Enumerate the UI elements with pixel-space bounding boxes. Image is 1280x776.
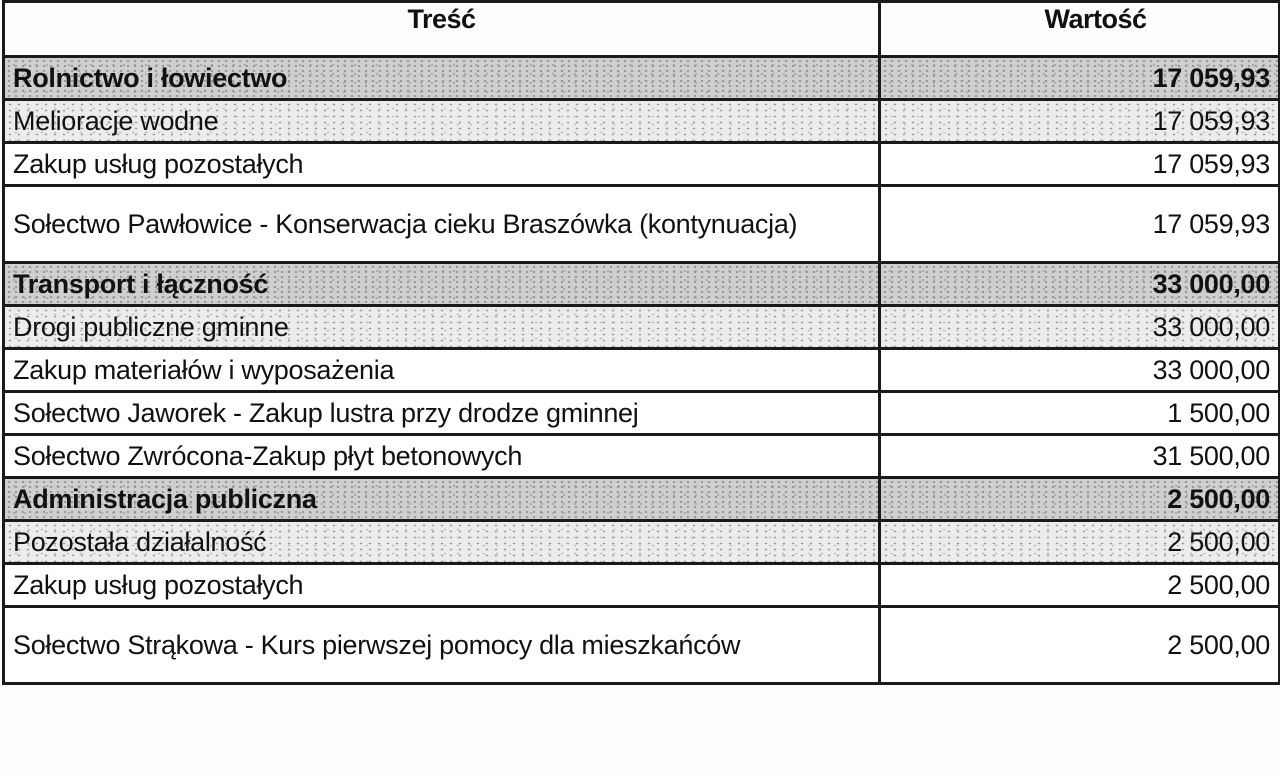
table-row-section xyxy=(4,57,1280,100)
table-row-subsection xyxy=(4,521,1280,564)
row-value: 31 500,00 xyxy=(880,435,1280,478)
table-row-category xyxy=(4,349,1280,392)
row-description: Zakup materiałów i wyposażenia xyxy=(4,349,880,392)
row-value: 33 000,00 xyxy=(880,349,1280,392)
header-row xyxy=(4,2,1280,57)
budget-table-body xyxy=(4,57,1280,684)
row-description: Pozostała działalność xyxy=(4,521,880,564)
row-value: 2 500,00 xyxy=(880,478,1280,521)
table-row-subsection xyxy=(4,306,1280,349)
row-description: Drogi publiczne gminne xyxy=(4,306,880,349)
row-description: Rolnictwo i łowiectwo xyxy=(4,57,880,100)
table-row-item xyxy=(4,186,1280,263)
row-value: 33 000,00 xyxy=(880,306,1280,349)
row-description: Zakup usług pozostałych xyxy=(4,564,880,607)
row-description: Sołectwo Strąkowa - Kurs pierwszej pomocy dla mieszkańców xyxy=(4,607,880,684)
column-header-description: Treść xyxy=(4,2,880,57)
row-value: 17 059,93 xyxy=(880,100,1280,143)
table-row-section xyxy=(4,478,1280,521)
row-value: 17 059,93 xyxy=(880,186,1280,263)
row-description: Zakup usług pozostałych xyxy=(4,143,880,186)
row-value: 33 000,00 xyxy=(880,263,1280,306)
row-description: Sołectwo Zwrócona-Zakup płyt betonowych xyxy=(4,435,880,478)
table-row-item xyxy=(4,435,1280,478)
row-description: Melioracje wodne xyxy=(4,100,880,143)
table-row-item xyxy=(4,392,1280,435)
column-header-value: Wartość xyxy=(880,2,1280,57)
row-value: 1 500,00 xyxy=(880,392,1280,435)
budget-table xyxy=(2,0,1280,685)
row-value: 2 500,00 xyxy=(880,564,1280,607)
table-row-subsection xyxy=(4,100,1280,143)
row-description: Administracja publiczna xyxy=(4,478,880,521)
table-row-category xyxy=(4,564,1280,607)
row-value: 17 059,93 xyxy=(880,143,1280,186)
table-row-section xyxy=(4,263,1280,306)
row-description: Sołectwo Jaworek - Zakup lustra przy drodze gminnej xyxy=(4,392,880,435)
table-row-item xyxy=(4,607,1280,684)
row-description: Transport i łączność xyxy=(4,263,880,306)
table-row-category xyxy=(4,143,1280,186)
row-value: 17 059,93 xyxy=(880,57,1280,100)
row-value: 2 500,00 xyxy=(880,607,1280,684)
row-value: 2 500,00 xyxy=(880,521,1280,564)
budget-table-header xyxy=(4,2,1280,57)
row-description: Sołectwo Pawłowice - Konserwacja cieku Braszówka (kontynuacja) xyxy=(4,186,880,263)
